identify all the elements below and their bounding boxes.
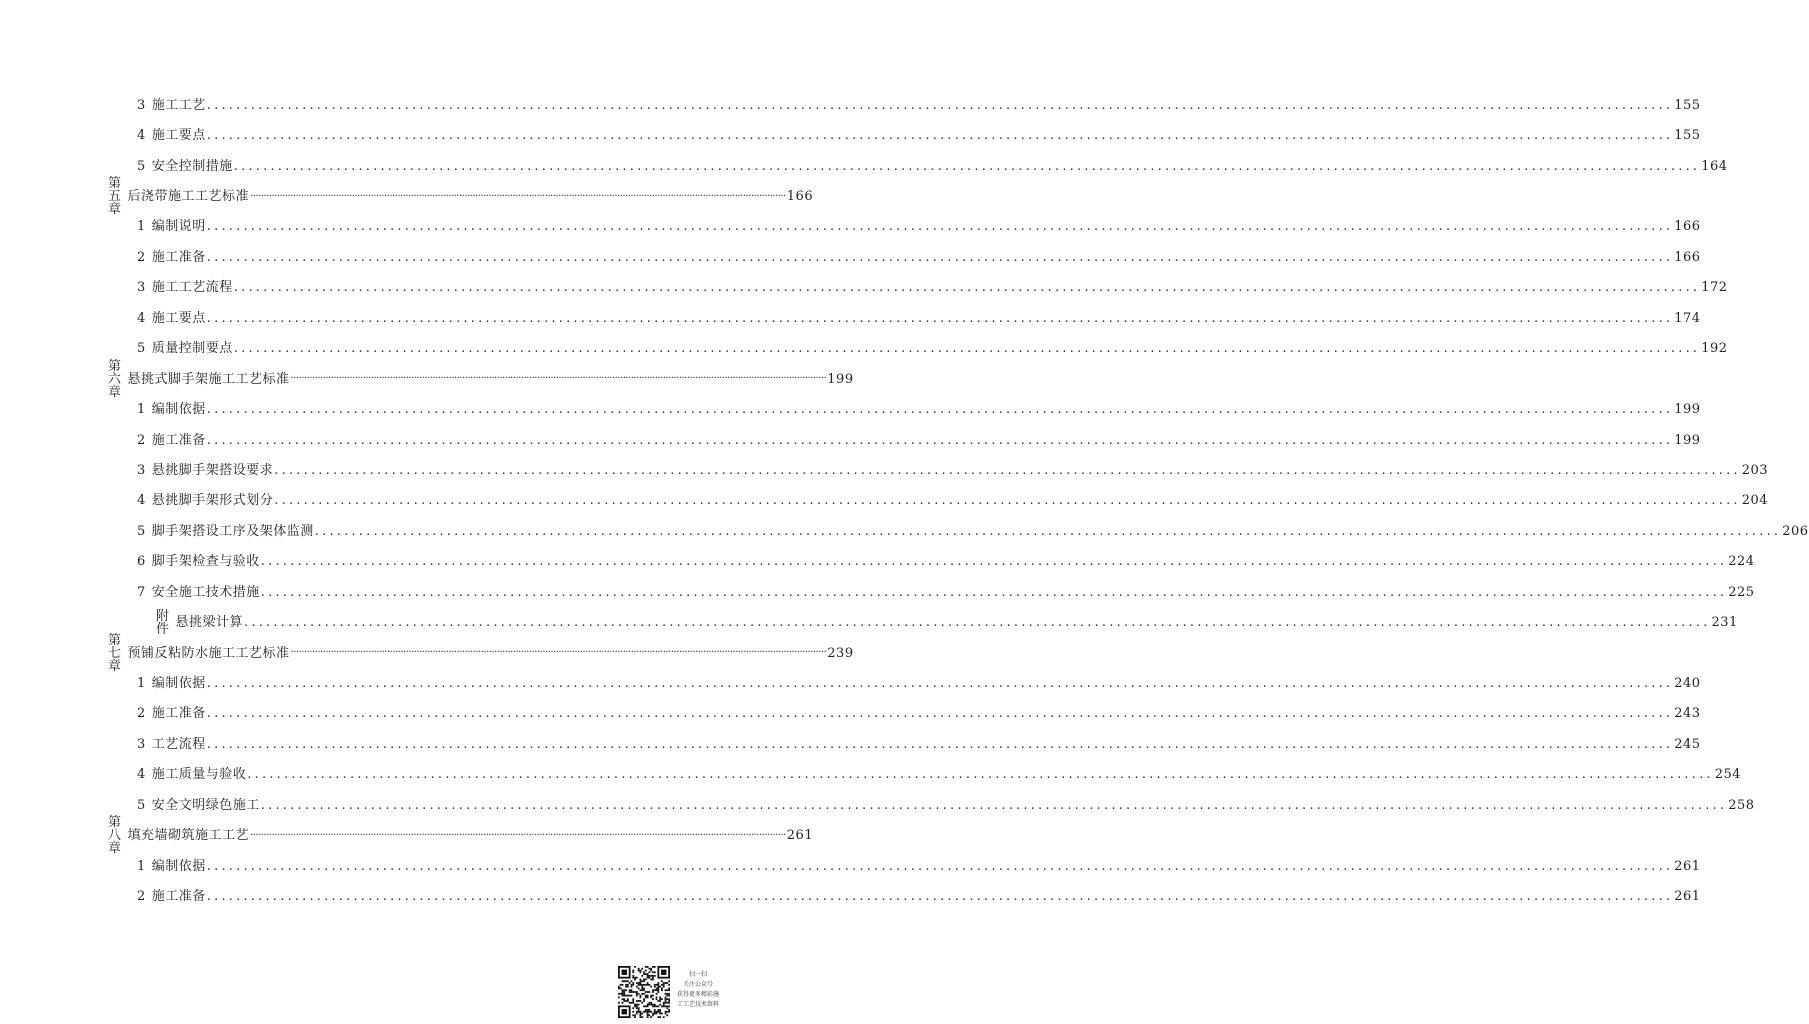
toc-page-number: 166 [1674, 219, 1701, 235]
toc-entry-row[interactable] [0, 90, 1701, 120]
toc-entry-title: 工艺流程 [151, 736, 206, 752]
toc-entry-row[interactable] [0, 851, 1701, 881]
toc-entry-row[interactable] [0, 120, 1701, 150]
toc-page-number: 254 [1714, 767, 1742, 783]
toc-chapter-row[interactable] [0, 176, 814, 218]
dot-leader: ........................................................................................................................................................................................................ [206, 706, 1674, 722]
toc-entry-row[interactable] [0, 303, 1701, 333]
toc-page-number: 164 [1701, 158, 1728, 174]
dot-leader: ........................................................................................................................................................................................................ [247, 767, 1714, 783]
qr-caption-line: 扫一扫 [688, 971, 707, 978]
toc-entry-row[interactable] [0, 242, 1701, 272]
toc-entry-title: 编制说明 [151, 219, 206, 235]
toc-page-number: 199 [827, 371, 854, 387]
toc-entry-number: 1 [137, 858, 146, 874]
dot-leader: ........................................................................................................................................................................................................ [233, 341, 1701, 357]
dot-leader: ........................................................................................................................................................................................................ [314, 523, 1782, 539]
toc-page-number: 225 [1728, 584, 1755, 600]
toc-entry-number: 第五章 [108, 176, 122, 218]
toc-entry-row[interactable] [0, 547, 1755, 577]
toc-page-number: 166 [1674, 249, 1701, 265]
toc-entry-row[interactable] [0, 729, 1701, 759]
dot-leader: ........................................................................................................................................................................................................ [260, 584, 1728, 600]
toc-entry-number: 第六章 [108, 358, 122, 400]
dot-leader: ........................................................................................................................................................................................................ [206, 432, 1674, 448]
toc-entry-row[interactable] [0, 455, 1769, 485]
toc-page-number: 203 [1741, 462, 1769, 478]
toc-entry-number: 第八章 [108, 815, 122, 857]
toc-page-number: 239 [827, 645, 854, 661]
dot-leader: ........................................................................................................................................................................................................ [260, 797, 1728, 813]
dot-leader: ........................................................................................................................................................................................................ [206, 97, 1674, 113]
toc-entry-row[interactable] [0, 486, 1769, 516]
toc-entry-title: 施工准备 [151, 432, 206, 448]
toc-page-number: 206 [1782, 523, 1809, 539]
toc-entry-number: 3 [137, 462, 146, 478]
toc-chapter-row[interactable] [0, 815, 814, 857]
toc-page-number: 261 [1674, 858, 1701, 874]
toc-entry-title: 悬挑梁计算 [175, 615, 244, 631]
toc-entry-title: 后浇带施工工艺标准 [127, 189, 250, 205]
toc-entry-number: 2 [137, 432, 146, 448]
dot-leader: ........................................................................................................................................................................................................ [206, 889, 1674, 905]
toc-entry-row[interactable] [0, 394, 1701, 424]
toc-page-number: 231 [1711, 615, 1738, 631]
dot-leader: ········································································································································································································ [250, 190, 786, 202]
toc-entry-title: 悬挑脚手架形式划分 [151, 493, 274, 509]
toc-page-number: 199 [1674, 432, 1701, 448]
toc-chapter-row[interactable] [0, 358, 854, 400]
table-of-contents [0, 90, 1809, 912]
toc-entry-row[interactable] [0, 668, 1701, 698]
toc-entry-title: 编制依据 [151, 402, 206, 418]
toc-entry-title: 编制依据 [151, 676, 206, 692]
dot-leader: ........................................................................................................................................................................................................ [206, 858, 1674, 874]
qr-caption-line: 工工艺技术资料 [676, 1001, 719, 1008]
dot-leader: ........................................................................................................................................................................................................ [206, 736, 1674, 752]
toc-page-number: 199 [1674, 402, 1701, 418]
qr-footer [618, 966, 718, 1018]
toc-entry-title: 施工准备 [151, 249, 206, 265]
toc-entry-title: 悬挑脚手架搭设要求 [151, 462, 274, 478]
qr-caption-line: 获得更多精彩施 [676, 991, 719, 998]
toc-entry-number: 第七章 [108, 632, 122, 674]
toc-entry-row[interactable] [0, 881, 1701, 911]
dot-leader: ........................................................................................................................................................................................................ [206, 249, 1674, 265]
dot-leader: ········································································································································································································ [250, 829, 786, 841]
toc-entry-row[interactable] [0, 699, 1701, 729]
toc-page-number: 224 [1728, 554, 1755, 570]
qr-code-icon[interactable] [618, 966, 670, 1018]
toc-entry-title: 预铺反粘防水施工工艺标准 [127, 645, 290, 661]
toc-entry-title: 编制依据 [151, 858, 206, 874]
toc-entry-title: 安全施工技术措施 [151, 584, 260, 600]
toc-page-number: 240 [1674, 676, 1701, 692]
toc-entry-number: 3 [137, 97, 146, 113]
toc-entry-number: 5 [137, 341, 146, 357]
toc-entry-row[interactable] [0, 425, 1701, 455]
toc-page-number: 172 [1701, 280, 1728, 296]
dot-leader: ........................................................................................................................................................................................................ [206, 402, 1674, 418]
toc-entry-title: 施工工艺流程 [151, 280, 233, 296]
dot-leader: ........................................................................................................................................................................................................ [233, 280, 1701, 296]
toc-entry-number: 4 [137, 493, 146, 509]
toc-entry-title: 施工要点 [151, 128, 206, 144]
toc-entry-number: 5 [137, 797, 146, 813]
toc-entry-row[interactable] [0, 577, 1755, 607]
toc-page-number: 258 [1728, 797, 1755, 813]
dot-leader: ........................................................................................................................................................................................................ [274, 493, 1741, 509]
toc-entry-number: 4 [137, 128, 146, 144]
dot-leader: ........................................................................................................................................................................................................ [206, 676, 1674, 692]
toc-page-number: 155 [1674, 128, 1701, 144]
dot-leader: ........................................................................................................................................................................................................ [260, 554, 1728, 570]
toc-entry-number: 1 [137, 219, 146, 235]
toc-entry-number: 5 [137, 158, 146, 174]
toc-page-number: 261 [1674, 889, 1701, 905]
toc-chapter-row[interactable] [0, 632, 854, 674]
toc-entry-number: 7 [137, 584, 146, 600]
toc-entry-row[interactable] [0, 516, 1809, 546]
dot-leader: ········································································································································································································ [290, 373, 827, 385]
toc-entry-number: 6 [137, 554, 146, 570]
dot-leader: ........................................................................................................................................................................................................ [206, 310, 1674, 326]
toc-entry-title: 悬挑式脚手架施工工艺标准 [127, 371, 290, 387]
dot-leader: ........................................................................................................................................................................................................ [274, 462, 1741, 478]
toc-entry-number: 4 [137, 310, 146, 326]
toc-entry-number: 附件 [156, 608, 170, 637]
toc-entry-number: 2 [137, 249, 146, 265]
toc-entry-row[interactable] [0, 212, 1701, 242]
toc-entry-title: 脚手架搭设工序及架体监测 [151, 523, 314, 539]
qr-caption [676, 970, 720, 1010]
toc-entry-title: 脚手架检查与验收 [151, 554, 260, 570]
toc-page-number: 166 [786, 189, 814, 205]
toc-entry-number: 4 [137, 767, 146, 783]
toc-entry-number: 3 [137, 736, 146, 752]
dot-leader: ........................................................................................................................................................................................................ [206, 219, 1674, 235]
toc-entry-number: 1 [137, 676, 146, 692]
toc-entry-title: 施工质量与验收 [151, 767, 247, 783]
dot-leader: ········································································································································································································ [290, 647, 827, 659]
dot-leader: ........................................................................................................................................................................................................ [233, 158, 1701, 174]
toc-entry-title: 施工要点 [151, 310, 206, 326]
toc-entry-title: 施工准备 [151, 889, 206, 905]
toc-page-number: 243 [1674, 706, 1701, 722]
toc-entry-number: 3 [137, 280, 146, 296]
dot-leader: ........................................................................................................................................................................................................ [244, 615, 1711, 631]
toc-entry-title: 质量控制要点 [151, 341, 233, 357]
toc-entry-row[interactable] [0, 760, 1742, 790]
toc-entry-title: 安全控制措施 [151, 158, 233, 174]
dot-leader: ........................................................................................................................................................................................................ [206, 128, 1674, 144]
toc-page-number: 192 [1701, 341, 1728, 357]
toc-entry-number: 2 [137, 889, 146, 905]
toc-entry-title: 填充墙砌筑施工工艺 [127, 828, 250, 844]
toc-entry-row[interactable] [0, 273, 1728, 303]
toc-entry-number: 1 [137, 402, 146, 418]
toc-entry-number: 2 [137, 706, 146, 722]
toc-entry-title: 施工准备 [151, 706, 206, 722]
toc-entry-title: 安全文明绿色施工 [151, 797, 260, 813]
toc-page-number: 261 [786, 828, 814, 844]
qr-caption-line: 关注公众号 [682, 981, 713, 988]
toc-page-number: 245 [1674, 736, 1701, 752]
toc-page-number: 204 [1741, 493, 1769, 509]
toc-page-number: 155 [1674, 97, 1701, 113]
toc-page-number: 174 [1674, 310, 1701, 326]
toc-entry-title: 施工工艺 [151, 97, 206, 113]
toc-entry-number: 5 [137, 523, 146, 539]
